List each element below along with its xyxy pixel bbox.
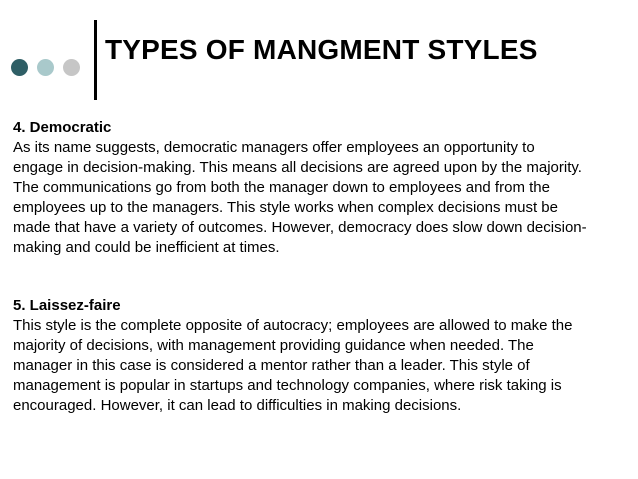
section-heading: 5. Laissez-faire <box>13 297 121 314</box>
title-divider-line <box>94 20 97 100</box>
dot-dark <box>11 59 28 76</box>
dot-light-teal <box>37 59 54 76</box>
section-line: As its name suggests, democratic managers offer employees an opportunity to <box>13 139 535 156</box>
section-heading: 4. Democratic <box>13 119 112 136</box>
decorative-bullet-dots <box>11 59 80 76</box>
section-line: manager in this case is considered a mentor rather than a leader. This style of <box>13 357 530 374</box>
section-line: encouraged. However, it can lead to difficulties in making decisions. <box>13 397 462 414</box>
section-line: engage in decision-making. This means all decisions are agreed upon by the majority. <box>13 159 582 176</box>
dot-gray <box>63 59 80 76</box>
section-line: The communications go from both the manager down to employees and from the <box>13 179 550 196</box>
section-line: majority of decisions, with management providing guidance when needed. The <box>13 337 534 354</box>
section-line: made that have a variety of outcomes. However, democracy does slow down decision- <box>13 219 587 236</box>
section-line: employees up to the managers. This style works when complex decisions must be <box>13 199 558 216</box>
section-laissez-faire <box>13 296 628 416</box>
section-line: making and could be inefficient at times. <box>13 239 280 256</box>
slide-title: TYPES OF MANGMENT STYLES <box>105 34 538 65</box>
section-line: This style is the complete opposite of autocracy; employees are allowed to make the <box>13 317 573 334</box>
section-democratic <box>13 118 628 258</box>
section-line: management is popular in startups and technology companies, where risk taking is <box>13 377 562 394</box>
